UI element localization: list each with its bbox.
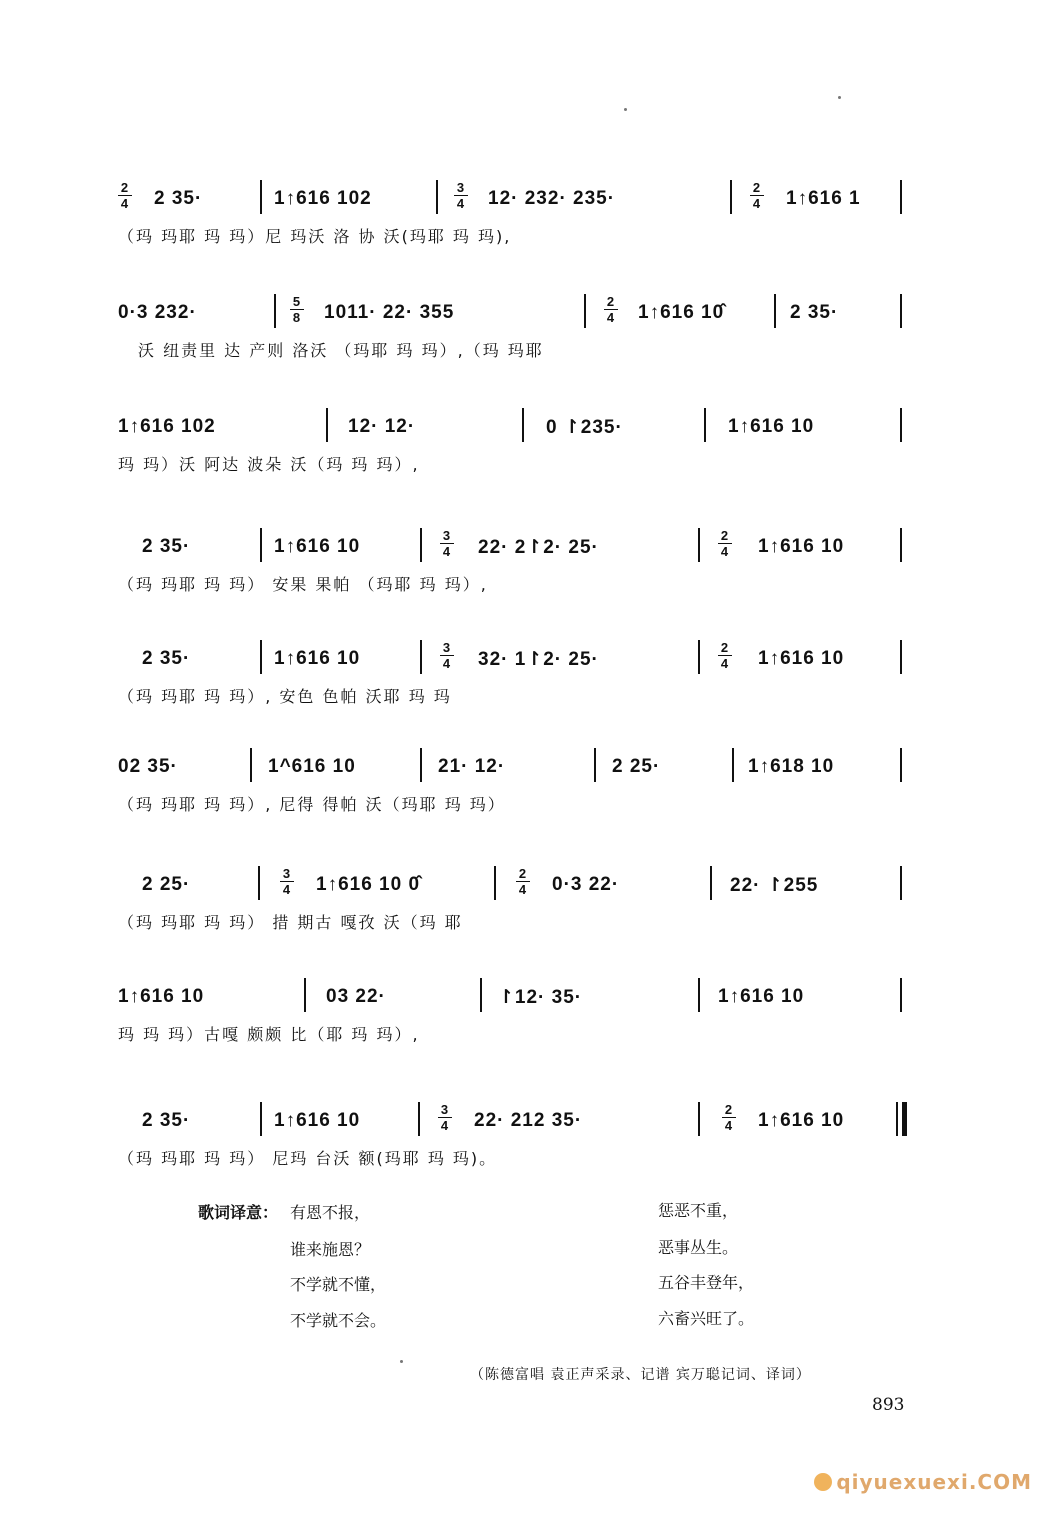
bar-line bbox=[418, 1102, 420, 1136]
lyrics-line bbox=[118, 1144, 908, 1172]
lyrics-text: （玛 玛耶 玛 玛）尼 玛沃 洛 协 沃(玛耶 玛 玛), bbox=[118, 227, 512, 246]
notation-line bbox=[118, 1100, 908, 1144]
measure: 2 25· bbox=[612, 756, 661, 777]
lyrics-line bbox=[118, 336, 908, 364]
bar-line bbox=[260, 640, 262, 674]
translation-label: 歌词译意： bbox=[198, 1203, 279, 1222]
watermark-text: qiyuexuexi.COM bbox=[836, 1470, 1032, 1494]
time-signature: 3 4 bbox=[440, 640, 454, 671]
final-bar-line-thin bbox=[896, 1102, 898, 1136]
measure: 1↑618 10 bbox=[748, 756, 835, 777]
bar-line bbox=[900, 866, 902, 900]
lyrics-text: （玛 玛耶 玛 玛） 尼玛 台沃 额(玛耶 玛 玛)。 bbox=[118, 1149, 498, 1168]
score-system-9 bbox=[118, 1100, 908, 1172]
bar-line bbox=[774, 294, 776, 328]
measure: 2 25· bbox=[142, 874, 191, 895]
notation-line bbox=[118, 406, 908, 450]
measure: 1↑616 102 bbox=[274, 188, 372, 209]
bar-line bbox=[900, 180, 902, 214]
measure: 0 ↾235· bbox=[546, 417, 623, 438]
bar-line bbox=[732, 748, 734, 782]
lyrics-text: （玛 玛耶 玛 玛） 安果 果帕 （玛耶 玛 玛）, bbox=[118, 575, 488, 594]
bar-line bbox=[420, 528, 422, 562]
bar-line bbox=[900, 978, 902, 1012]
measure: 2 35· bbox=[142, 648, 191, 669]
measure: 1↑616 10̂ bbox=[638, 302, 725, 323]
score-system-2 bbox=[118, 292, 908, 364]
measure: 2 35· bbox=[142, 536, 191, 557]
final-bar-line-thick bbox=[902, 1102, 907, 1136]
time-signature: 2 4 bbox=[604, 294, 618, 325]
bar-line bbox=[494, 866, 496, 900]
lyrics-line bbox=[118, 1020, 908, 1048]
bar-line bbox=[260, 528, 262, 562]
measure: 2 35· bbox=[790, 302, 839, 323]
bar-line bbox=[326, 408, 328, 442]
lyrics-text: 玛 玛）沃 阿达 波朵 沃（玛 玛 玛）, bbox=[118, 455, 420, 474]
bar-line bbox=[704, 408, 706, 442]
measure: 1↑616 10 bbox=[118, 986, 205, 1007]
bar-line bbox=[900, 408, 902, 442]
bar-line bbox=[900, 294, 902, 328]
bar-line bbox=[260, 1102, 262, 1136]
measure: 1↑616 10 bbox=[758, 1110, 845, 1131]
bar-line bbox=[698, 1102, 700, 1136]
bar-line bbox=[900, 748, 902, 782]
measure: 1↑616 10 bbox=[728, 416, 815, 437]
score-system-8 bbox=[118, 976, 908, 1048]
measure: 12· 12· bbox=[348, 416, 416, 437]
bar-line bbox=[698, 640, 700, 674]
lyrics-line bbox=[118, 570, 908, 598]
translation-right-line-4: 六畜兴旺了。 bbox=[658, 1309, 755, 1328]
measure: 22· ↾255 bbox=[730, 875, 819, 896]
watermark-logo-icon bbox=[814, 1473, 832, 1491]
translation-left-line-3: 不学就不懂， bbox=[290, 1275, 387, 1294]
time-signature: 5 8 bbox=[290, 294, 304, 325]
watermark bbox=[814, 1470, 1032, 1494]
measure: 2 35· bbox=[142, 1110, 191, 1131]
measure: 32· 1↾2· 25· bbox=[478, 649, 599, 670]
bar-line bbox=[420, 640, 422, 674]
bar-line bbox=[420, 748, 422, 782]
notation-line bbox=[118, 178, 908, 222]
scan-speck bbox=[400, 1360, 403, 1363]
translation-left-line-4: 不学就不会。 bbox=[290, 1311, 387, 1330]
notation-line bbox=[118, 638, 908, 682]
bar-line bbox=[480, 978, 482, 1012]
bar-line bbox=[258, 866, 260, 900]
lyrics-line bbox=[118, 908, 908, 936]
time-signature: 2 4 bbox=[722, 1102, 736, 1133]
measure: 22· 212 35· bbox=[474, 1110, 583, 1131]
bar-line bbox=[730, 180, 732, 214]
lyrics-text: （玛 玛耶 玛 玛）, 尼得 得帕 沃（玛耶 玛 玛） bbox=[118, 795, 506, 814]
measure: 1↑616 10 0̂ bbox=[316, 874, 421, 895]
measure: 1011· 22· 355 bbox=[324, 302, 455, 323]
measure: 1↑616 10 bbox=[274, 1110, 361, 1131]
translation-right-line-2: 恶事丛生。 bbox=[658, 1238, 739, 1257]
score-system-6 bbox=[118, 746, 908, 818]
lyrics-line bbox=[118, 682, 908, 710]
measure: ↾12· 35· bbox=[498, 987, 583, 1008]
measure: 1↑616 1 bbox=[786, 188, 861, 209]
bar-line bbox=[304, 978, 306, 1012]
bar-line bbox=[710, 866, 712, 900]
bar-line bbox=[584, 294, 586, 328]
notation-line bbox=[118, 864, 908, 908]
time-signature: 2 4 bbox=[750, 180, 764, 211]
score-system-7 bbox=[118, 864, 908, 936]
lyrics-text: （玛 玛耶 玛 玛）, 安色 色帕 沃耶 玛 玛 bbox=[118, 687, 452, 706]
time-signature: 3 4 bbox=[454, 180, 468, 211]
notation-line bbox=[118, 526, 908, 570]
measure: 1↑616 10 bbox=[758, 648, 845, 669]
notation-line bbox=[118, 746, 908, 790]
score-system-5 bbox=[118, 638, 908, 710]
score-system-3 bbox=[118, 406, 908, 478]
lyrics-text: 玛 玛 玛）古嘎 颇颇 比（耶 玛 玛）, bbox=[118, 1025, 420, 1044]
measure: 1↑616 102 bbox=[118, 416, 216, 437]
measure: 1↑616 10 bbox=[718, 986, 805, 1007]
lyrics-line bbox=[118, 790, 908, 818]
measure: 02 35· bbox=[118, 756, 178, 777]
bar-line bbox=[260, 180, 262, 214]
measure: 2 35· bbox=[154, 188, 203, 209]
scan-speck bbox=[838, 96, 841, 99]
measure: 03 22· bbox=[326, 986, 386, 1007]
scan-speck bbox=[624, 108, 627, 111]
measure: 0·3 232· bbox=[118, 302, 197, 323]
time-signature: 2 4 bbox=[718, 640, 732, 671]
bar-line bbox=[594, 748, 596, 782]
translation-right-line-1: 惩恶不重， bbox=[658, 1201, 739, 1220]
measure: 22· 2↾2· 25· bbox=[478, 537, 599, 558]
notation-line bbox=[118, 976, 908, 1020]
measure: 12· 232· 235· bbox=[488, 188, 616, 209]
bar-line bbox=[250, 748, 252, 782]
bar-line bbox=[274, 294, 276, 328]
bar-line bbox=[522, 408, 524, 442]
credit-line: （陈德富唱 袁正声采录、记谱 宾万聪记词、译词） bbox=[470, 1367, 811, 1383]
translation-left-line-2: 谁来施恩？ bbox=[290, 1240, 371, 1259]
bar-line bbox=[698, 978, 700, 1012]
time-signature: 3 4 bbox=[280, 866, 294, 897]
lyrics-text: （玛 玛耶 玛 玛） 措 期古 嘎孜 沃（玛 耶 bbox=[118, 913, 463, 932]
time-signature: 3 4 bbox=[438, 1102, 452, 1133]
measure: 0·3 22· bbox=[552, 874, 620, 895]
score-system-1 bbox=[118, 178, 908, 250]
bar-line bbox=[900, 640, 902, 674]
lyrics-text: 沃 纽责里 达 产则 洛沃 （玛耶 玛 玛）,（玛 玛耶 bbox=[138, 341, 544, 360]
lyrics-line bbox=[118, 222, 908, 250]
bar-line bbox=[900, 528, 902, 562]
measure: 1↑616 10 bbox=[274, 648, 361, 669]
lyrics-line bbox=[118, 450, 908, 478]
measure: 1↑616 10 bbox=[758, 536, 845, 557]
bar-line bbox=[698, 528, 700, 562]
measure: 1^616 10 bbox=[268, 756, 356, 777]
measure: 21· 12· bbox=[438, 756, 506, 777]
translation-left-line-1: 有恩不报， bbox=[290, 1203, 371, 1222]
time-signature: 3 4 bbox=[440, 528, 454, 559]
translation-right-line-3: 五谷丰登年， bbox=[658, 1273, 755, 1292]
bar-line bbox=[436, 180, 438, 214]
score-system-4 bbox=[118, 526, 908, 598]
notation-line bbox=[118, 292, 908, 336]
page-number: 893 bbox=[872, 1395, 905, 1415]
time-signature: 2 4 bbox=[718, 528, 732, 559]
time-signature: 2 4 bbox=[516, 866, 530, 897]
time-signature: 2 4 bbox=[118, 180, 132, 211]
measure: 1↑616 10 bbox=[274, 536, 361, 557]
